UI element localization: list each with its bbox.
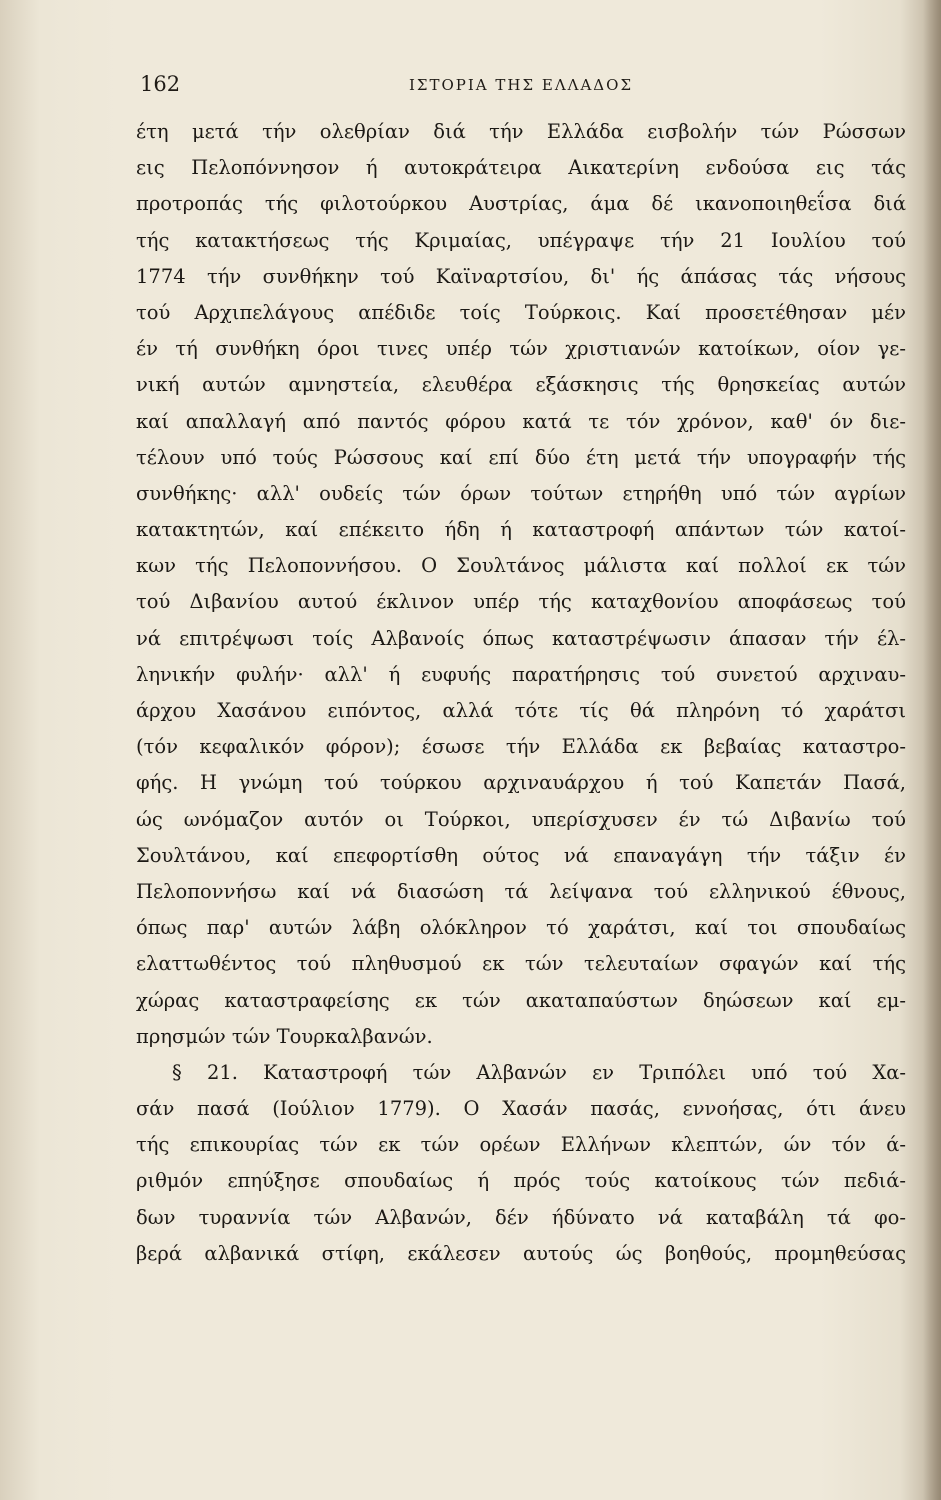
section-heading-line: § 21. Καταστροφή τών Αλβανών εν Τριπόλει υπό τού Χα- bbox=[172, 1060, 906, 1084]
text-line: κατακτητών, καί επέκειτο ήδη ή καταστροφή απάντων τών κατοί- bbox=[136, 518, 906, 542]
text-line: φής. Η γνώμη τού τούρκου αρχιναυάρχου ή τού Καπετάν Πασά, bbox=[136, 771, 906, 795]
text-line: ώς ωνόμαζον αυτόν οι Τούρκοι, υπερίσχυσεν έν τώ Διβανίω τού bbox=[136, 807, 906, 831]
text-line: καί απαλλαγή από παντός φόρου κατά τε τόν χρόνον, καθ' όν διε- bbox=[136, 409, 906, 433]
text-line: προτροπάς τής φιλοτούρκου Αυστρίας, άμα δέ ικανοποιηθεΐσα διά bbox=[136, 192, 906, 216]
body-text bbox=[136, 114, 906, 1272]
text-line: τής επικουρίας τών εκ τών ορέων Ελλήνων κλεπτών, ών τόν ά- bbox=[136, 1133, 906, 1157]
text-line: ελαττωθέντος τού πληθυσμού εκ τών τελευταίων σφαγών καί τής bbox=[136, 952, 906, 976]
text-line: κων τής Πελοποννήσου. Ο Σουλτάνος μάλιστα καί πολλοί εκ τών bbox=[136, 554, 906, 578]
text-line: όπως παρ' αυτών λάβη ολόκληρον τό χαράτσι, καί τοι σπουδαίως bbox=[136, 916, 906, 940]
text-line: τού Αρχιπελάγους απέδιδε τοίς Τούρκοις. Καί προσετέθησαν μέν bbox=[136, 300, 906, 324]
paragraph-end-line: πρησμών τών Τουρκαλβανών. bbox=[136, 1024, 433, 1048]
text-line: ριθμόν επηύξησε σπουδαίως ή πρός τούς κατοίκους τών πεδιά- bbox=[136, 1169, 906, 1193]
page-edge-shadow bbox=[923, 0, 941, 1500]
text-line: (τόν κεφαλικόν φόρον); έσωσε τήν Ελλάδα εκ βεβαίας καταστρο- bbox=[136, 735, 906, 759]
text-line: νά επιτρέψωσι τοίς Αλβανοίς όπως καταστρέψωσιν άπασαν τήν έλ- bbox=[136, 626, 906, 650]
text-line: συνθήκης· αλλ' ουδείς τών όρων τούτων ετηρήθη υπό τών αγρίων bbox=[136, 481, 906, 505]
page-header bbox=[136, 72, 906, 106]
text-line: ληνικήν φυλήν· αλλ' ή ευφυής παρατήρησις τού συνετού αρχιναυ- bbox=[136, 662, 906, 686]
text-line: νική αυτών αμνηστεία, ελευθέρα εξάσκησις τής θρησκείας αυτών bbox=[136, 373, 906, 397]
text-line: τέλουν υπό τούς Ρώσσους καί επί δύο έτη μετά τήν υπογραφήν τής bbox=[136, 445, 906, 469]
text-line: δων τυραννία τών Αλβανών, δέν ήδύνατο νά καταβάλη τά φο- bbox=[136, 1205, 906, 1229]
text-line: άρχου Χασάνου ειπόντος, αλλά τότε τίς θά πληρόνη τό χαράτσι bbox=[136, 699, 906, 722]
text-line: Πελοποννήσω καί νά διασώση τά λείψανα τού ελληνικού έθνους, bbox=[136, 879, 906, 903]
running-title: ΙΣΤΟΡΙΑ ΤΗΣ ΕΛΛΑΔΟΣ bbox=[408, 76, 634, 94]
text-line: έτη μετά τήν ολεθρίαν διά τήν Ελλάδα εισβολήν τών Ρώσσων bbox=[136, 120, 906, 143]
text-line: Σουλτάνου, καί επεφορτίσθη ούτος νά επαναγάγη τήν τάξιν έν bbox=[136, 843, 906, 867]
text-line: 1774 τήν συνθήκην τού Καϊναρτσίου, δι' ής άπάσας τάς νήσους bbox=[136, 264, 906, 288]
text-line: τής κατακτήσεως τής Κριμαίας, υπέγραψε τήν 21 Ιουλίου τού bbox=[136, 228, 906, 252]
text-line: τού Διβανίου αυτού έκλινον υπέρ τής καταχθονίου αποφάσεως τού bbox=[136, 590, 906, 614]
text-line: έν τή συνθήκη όροι τινες υπέρ τών χριστιανών κατοίκων, οίον γε- bbox=[136, 337, 906, 361]
text-line: σάν πασά (Ιούλιον 1779). Ο Χασάν πασάς, εννοήσας, ότι άνευ bbox=[136, 1097, 906, 1121]
text-line: εις Πελοπόννησον ή αυτοκράτειρα Αικατερίνη ενδούσα εις τάς bbox=[136, 156, 906, 180]
text-line: βερά αλβανικά στίφη, εκάλεσεν αυτούς ώς βοηθούς, προμηθεύσας bbox=[136, 1241, 906, 1265]
text-line: χώρας καταστραφείσης εκ τών ακαταπαύστων δηώσεων καί εμ- bbox=[136, 988, 906, 1012]
page-number: 162 bbox=[140, 72, 181, 96]
